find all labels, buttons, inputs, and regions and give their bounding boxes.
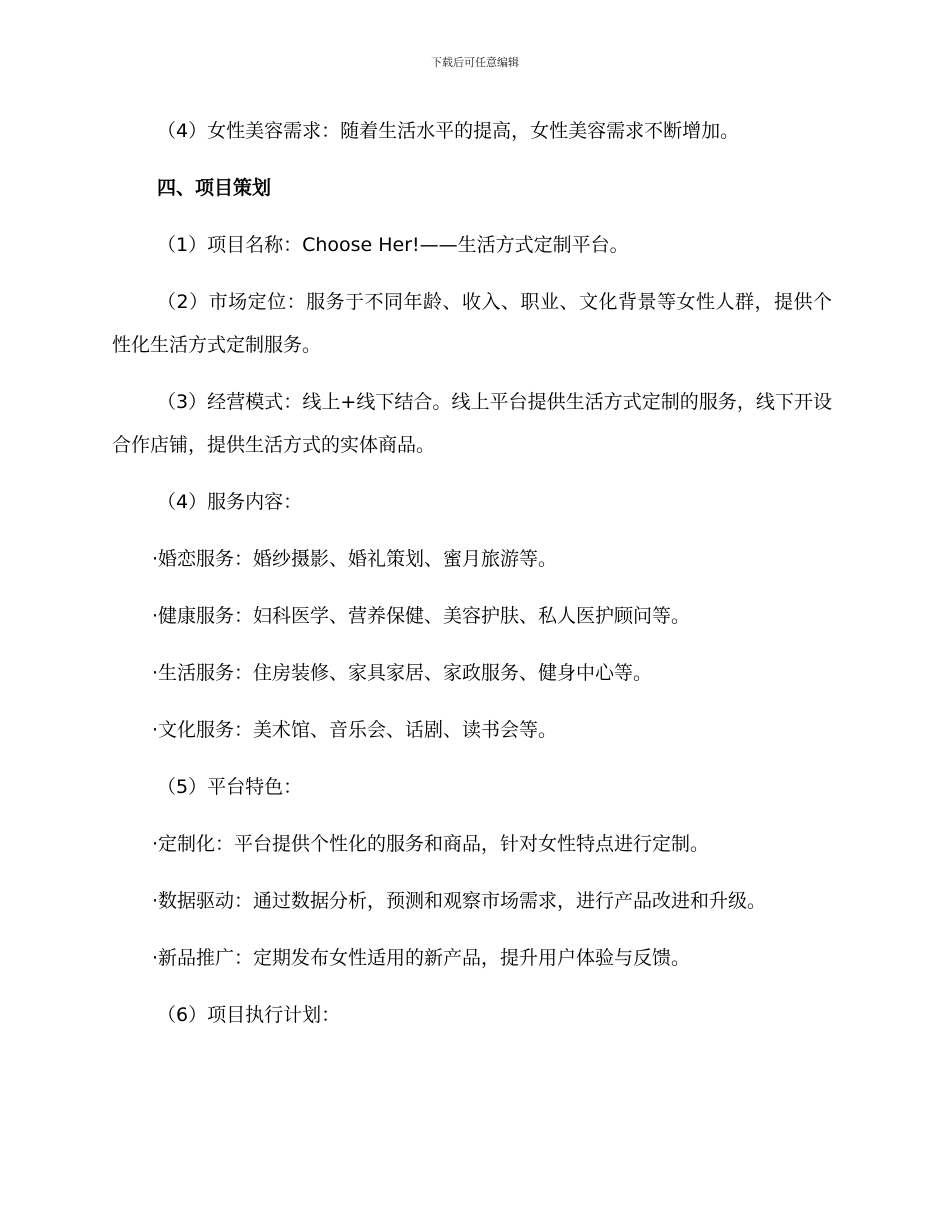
paragraph-service-content: （4）服务内容： <box>157 491 303 513</box>
bullet-new-products: ·新品推广：定期发布女性适用的新产品，提升用户体验与反馈。 <box>152 947 691 969</box>
bullet-wedding-services: ·婚恋服务：婚纱摄影、婚礼策划、蜜月旅游等。 <box>152 548 558 570</box>
document-body <box>112 110 832 1051</box>
paragraph-platform-features: （5）平台特色： <box>157 776 303 798</box>
bullet-life-services: ·生活服务：住房装修、家具家居、家政服务、健身中心等。 <box>152 662 653 684</box>
bullet-data-driven: ·数据驱动：通过数据分析，预测和观察市场需求，进行产品改进和升级。 <box>152 890 767 912</box>
paragraph-business-model: （3）经营模式：线上+线下结合。线上平台提供生活方式定制的服务，线下开设合作店铺，提供生活方式的实体商品。 <box>112 391 832 456</box>
paragraph-execution-plan: （6）项目执行计划： <box>157 1004 341 1026</box>
section-heading-project-planning: 四、项目策划 <box>157 177 272 199</box>
paragraph-beauty-demand: （4）女性美容需求：随着生活水平的提高，女性美容需求不断增加。 <box>157 120 740 142</box>
paragraph-market-positioning: （2）市场定位：服务于不同年龄、收入、职业、文化背景等女性人群，提供个性化生活方式定制服务。 <box>112 291 832 356</box>
bullet-customization: ·定制化：平台提供个性化的服务和商品，针对女性特点进行定制。 <box>152 833 710 855</box>
bullet-health-services: ·健康服务：妇科医学、营养保健、美容护肤、私人医护顾问等。 <box>152 605 691 627</box>
page-header: 下载后可任意编辑 <box>431 56 519 69</box>
bullet-culture-services: ·文化服务：美术馆、音乐会、话剧、读书会等。 <box>152 719 558 741</box>
paragraph-project-name: （1）项目名称：Choose Her!——生活方式定制平台。 <box>157 234 629 256</box>
